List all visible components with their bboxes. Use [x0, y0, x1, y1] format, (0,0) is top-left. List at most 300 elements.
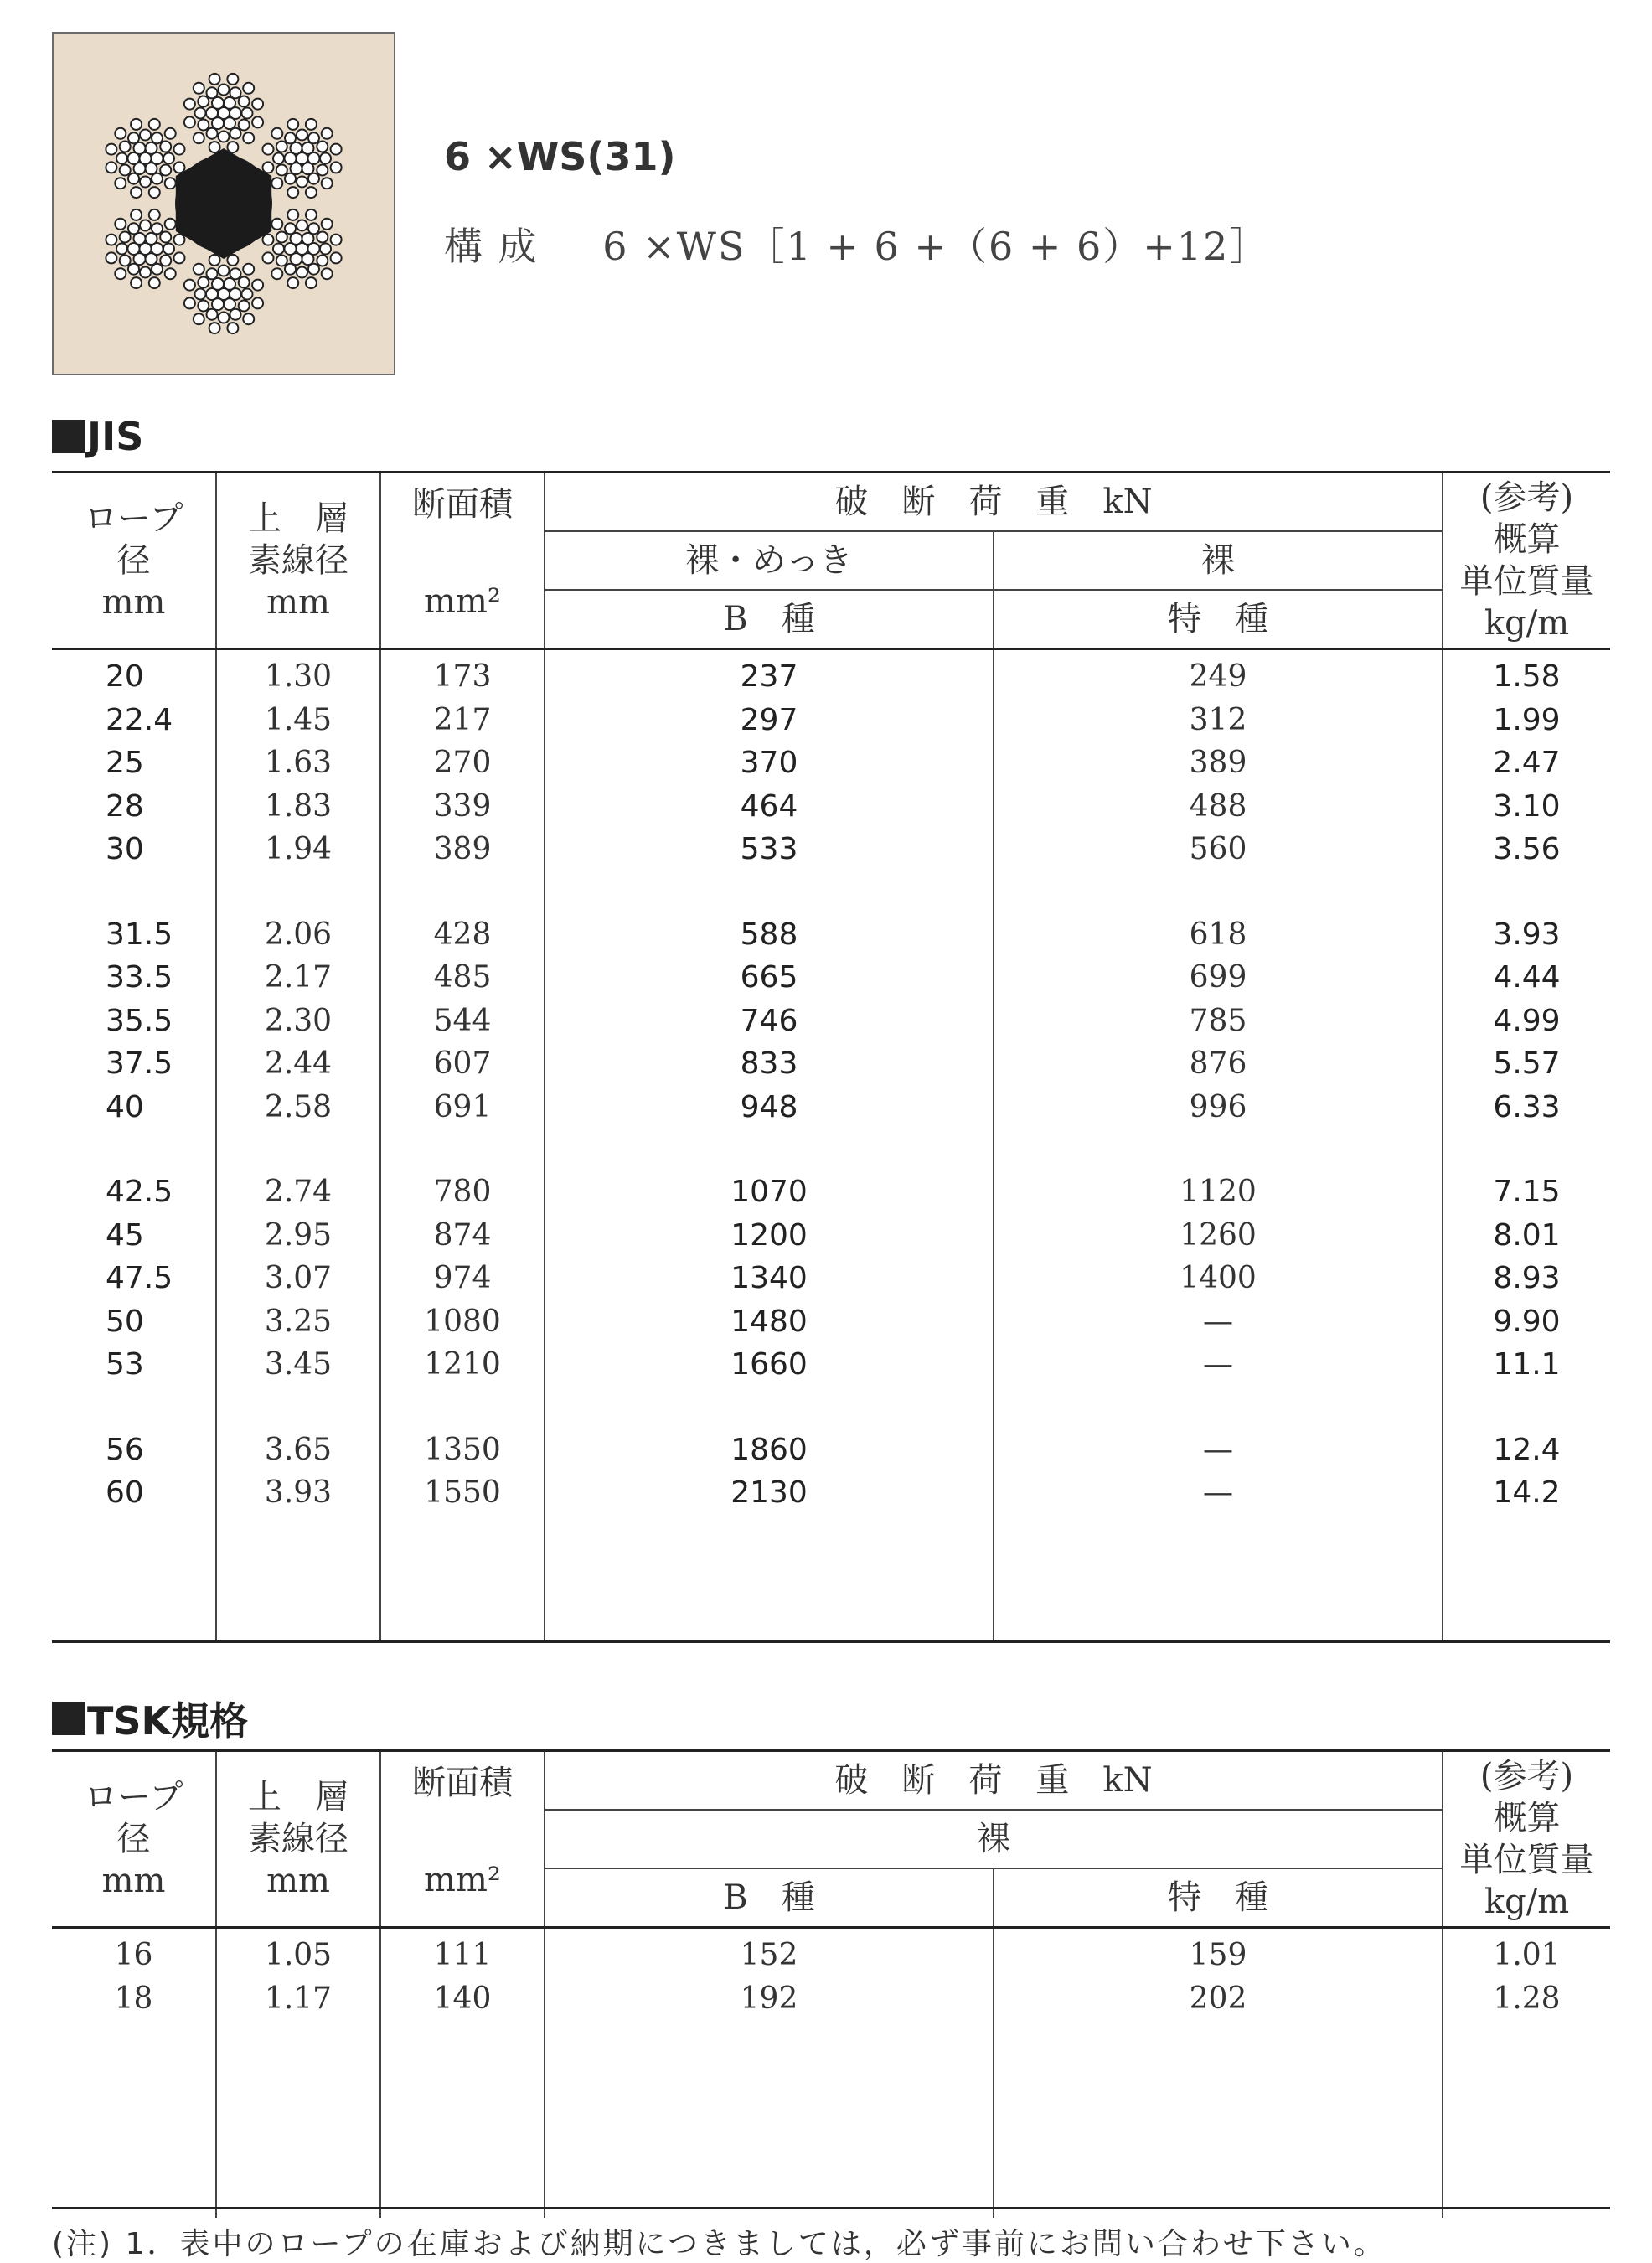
table-cell: 948: [545, 1086, 994, 1129]
table-cell: 50: [106, 1304, 144, 1339]
wire: [263, 144, 274, 155]
wire: [207, 87, 218, 98]
table-cell: 3.93: [1443, 913, 1610, 957]
table-cell: 1260: [994, 1214, 1443, 1258]
wire: [263, 252, 274, 263]
wire: [115, 128, 126, 139]
wire: [131, 119, 142, 130]
table-cell: 5.57: [1443, 1042, 1610, 1086]
wire: [239, 301, 250, 312]
table-cell: 3.07: [216, 1257, 380, 1300]
wire: [302, 253, 314, 265]
table-cell: 152: [545, 1934, 994, 1977]
table-cell: —: [994, 1300, 1443, 1344]
wire: [306, 209, 317, 220]
table-row: [52, 1934, 1610, 1977]
wire: [120, 256, 131, 266]
table-cell: 140: [380, 1977, 545, 2021]
table-cell: 6.33: [1443, 1086, 1610, 1129]
table-cell: 607: [380, 1042, 545, 1086]
header-cross-section-area: 断面積 mm²: [380, 473, 545, 649]
wire: [239, 96, 250, 107]
table-gap-row: [52, 1387, 1610, 1429]
table-cell: 1860: [545, 1429, 994, 1472]
wire: [128, 173, 139, 184]
header-grade-special: 特 種: [994, 590, 1443, 648]
rope-model-title: 6 ×WS(31): [444, 134, 676, 179]
table-cell: 40: [106, 1089, 144, 1124]
wire: [331, 235, 342, 245]
composition-value: 6 ×WS［1 + 6 +（6 + 6）+12］: [602, 224, 1270, 269]
table-cell: 1.28: [1443, 1977, 1610, 2021]
header-bare: 裸: [994, 531, 1443, 590]
wire: [116, 153, 127, 164]
table-row: [52, 1300, 1610, 1344]
wire: [273, 244, 284, 255]
rope-composition: [444, 216, 1269, 271]
table-cell: 192: [545, 1977, 994, 2021]
core-fill: [175, 155, 272, 252]
wire: [163, 153, 174, 164]
table-filler-row: [52, 1515, 1610, 1642]
wire: [115, 178, 126, 189]
wire: [149, 119, 160, 130]
wire: [285, 173, 296, 184]
table-cell: 2130: [545, 1471, 994, 1515]
wire: [140, 267, 151, 278]
tsk-table-body: [52, 1928, 1610, 2219]
wire: [198, 301, 209, 312]
table-cell: 3.25: [216, 1300, 380, 1344]
table-cell: 785: [994, 1000, 1443, 1043]
table-cell: 1080: [380, 1300, 545, 1344]
tsk-spec-table: [52, 1749, 1610, 2218]
wire: [243, 264, 254, 275]
table-cell: 312: [994, 699, 1443, 742]
table-cell: 3.93: [216, 1471, 380, 1515]
header-cross-section-area: 断面積 mm²: [380, 1751, 545, 1928]
wire: [320, 244, 331, 255]
wire: [219, 266, 230, 276]
wire: [276, 142, 287, 152]
wire: [331, 144, 342, 155]
wire: [209, 74, 220, 85]
wire: [230, 87, 241, 98]
header-grade-b: B 種: [545, 1868, 994, 1927]
wire: [227, 255, 238, 266]
wire: [174, 144, 185, 155]
composition-label: 構 成: [444, 224, 539, 269]
header-bare-galvanized: 裸・めっき: [545, 531, 994, 590]
table-cell: 33.5: [106, 960, 173, 995]
jis-title-text: JIS: [87, 414, 144, 459]
wire: [131, 277, 142, 288]
wire: [331, 162, 342, 173]
table-cell: 746: [545, 1000, 994, 1043]
table-cell: 428: [380, 913, 545, 957]
square-bullet-icon: [52, 1702, 85, 1735]
wire: [152, 264, 163, 275]
table-cell: 2.47: [1443, 741, 1610, 785]
table-gap-row: [52, 1928, 1610, 1935]
wire: [174, 162, 185, 173]
wire: [152, 132, 163, 143]
header-breaking-load: 破 断 荷 重 kN: [545, 1751, 1443, 1810]
table-cell: 1.45: [216, 699, 380, 742]
table-cell: 1200: [545, 1214, 994, 1258]
strand: [263, 209, 342, 288]
table-cell: 1340: [545, 1257, 994, 1300]
wire: [287, 209, 298, 220]
table-row: [52, 1257, 1610, 1300]
table-cell: 28: [106, 788, 144, 824]
table-cell: 488: [994, 785, 1443, 829]
square-bullet-icon: [52, 420, 85, 453]
wire: [160, 232, 171, 243]
table-cell: 25: [106, 746, 144, 781]
table-cell: 691: [380, 1086, 545, 1129]
table-cell: 159: [994, 1934, 1443, 1977]
table-cell: 618: [994, 913, 1443, 957]
table-cell: 53: [106, 1347, 144, 1382]
wire: [308, 223, 319, 234]
table-cell: 874: [380, 1214, 545, 1258]
table-cell: 1350: [380, 1429, 545, 1472]
wire: [287, 119, 298, 130]
note-divider: [52, 2207, 1610, 2209]
table-row: [52, 655, 1610, 699]
table-cell: 4.44: [1443, 956, 1610, 1000]
wire: [152, 173, 163, 184]
wire: [194, 264, 204, 275]
table-cell: 1120: [994, 1170, 1443, 1214]
wire: [219, 85, 230, 96]
wire: [163, 244, 174, 255]
header-bare: 裸: [545, 1810, 1443, 1868]
table-cell: 3.45: [216, 1343, 380, 1387]
wire: [322, 268, 333, 279]
table-row: [52, 828, 1610, 871]
table-row: [52, 1042, 1610, 1086]
rope-cross-section-image: [52, 32, 395, 375]
wire: [285, 264, 296, 275]
wire: [149, 209, 160, 220]
wire: [276, 232, 287, 243]
wire: [198, 96, 209, 107]
wire: [297, 220, 307, 231]
table-cell: 56: [106, 1432, 144, 1467]
wire: [128, 132, 139, 143]
wire: [212, 278, 224, 290]
table-cell: 2.17: [216, 956, 380, 1000]
table-cell: 12.4: [1443, 1429, 1610, 1472]
table-row: [52, 1086, 1610, 1129]
table-cell: 270: [380, 741, 545, 785]
table-cell: —: [994, 1429, 1443, 1472]
table-cell: 8.01: [1443, 1214, 1610, 1258]
table-cell: 588: [545, 913, 994, 957]
wire: [207, 128, 218, 139]
table-cell: 1400: [994, 1257, 1443, 1300]
table-cell: 464: [545, 785, 994, 829]
strand: [106, 119, 184, 198]
table-row: [52, 1000, 1610, 1043]
wire: [165, 178, 176, 189]
table-cell: 202: [994, 1977, 1443, 2021]
table-cell: 4.99: [1443, 1000, 1610, 1043]
table-cell: 47.5: [106, 1261, 173, 1296]
wire: [219, 313, 230, 323]
table-cell: 297: [545, 699, 994, 742]
wire: [184, 280, 195, 291]
table-cell: 60: [106, 1475, 144, 1511]
wire: [227, 323, 238, 333]
wire: [308, 173, 319, 184]
wire: [160, 256, 171, 266]
table-cell: 111: [380, 1934, 545, 1977]
table-cell: 996: [994, 1086, 1443, 1129]
wire: [195, 108, 206, 119]
wire: [287, 187, 298, 198]
table-cell: 1.99: [1443, 699, 1610, 742]
header-unit-mass: (参考) 概算 単位質量 kg/m: [1443, 1751, 1610, 1928]
wire: [271, 178, 282, 189]
wire: [243, 132, 254, 143]
wire: [242, 108, 253, 119]
wire: [306, 187, 317, 198]
table-cell: —: [994, 1343, 1443, 1387]
table-cell: 2.06: [216, 913, 380, 957]
wire: [317, 232, 328, 243]
table-cell: 249: [994, 655, 1443, 699]
wire: [140, 220, 151, 231]
wire: [115, 268, 126, 279]
wire: [194, 132, 204, 143]
wire: [160, 142, 171, 152]
tsk-title-text: TSK規格: [87, 1698, 249, 1744]
wire: [271, 219, 282, 230]
wire: [152, 223, 163, 234]
table-cell: 22.4: [106, 702, 173, 737]
wire: [271, 268, 282, 279]
wire: [252, 297, 263, 308]
footnote: (注) 1．表中のロープの在庫および納期につきましては，必ず事前にお問い合わせ下さい。: [52, 2227, 1386, 2261]
table-cell: —: [994, 1471, 1443, 1515]
wire: [230, 309, 241, 320]
table-row: [52, 1977, 1610, 2021]
wire: [271, 128, 282, 139]
table-cell: 2.30: [216, 1000, 380, 1043]
wire: [331, 252, 342, 263]
wire: [320, 153, 331, 164]
header-grade-b: B 種: [545, 590, 994, 648]
wire: [263, 162, 274, 173]
table-row: [52, 741, 1610, 785]
wire: [128, 264, 139, 275]
table-cell: 1.83: [216, 785, 380, 829]
table-cell: 11.1: [1443, 1343, 1610, 1387]
strand: [263, 119, 342, 198]
wire: [149, 187, 160, 198]
wire: [242, 289, 253, 300]
table-row: [52, 1214, 1610, 1258]
wire: [285, 132, 296, 143]
header-wire-diameter: 上 層 素線径 mm: [216, 473, 380, 649]
table-cell: 2.58: [216, 1086, 380, 1129]
wire: [165, 268, 176, 279]
table-row: [52, 699, 1610, 742]
wire: [230, 268, 241, 279]
strand: [184, 74, 263, 152]
wire: [165, 219, 176, 230]
table-cell: 2.95: [216, 1214, 380, 1258]
table-filler-row: [52, 2020, 1610, 2218]
wire: [209, 255, 220, 266]
wire: [194, 313, 204, 324]
table-gap-row: [52, 1129, 1610, 1170]
table-cell: 833: [545, 1042, 994, 1086]
wire: [106, 252, 116, 263]
table-cell: 1480: [545, 1300, 994, 1344]
wire: [209, 323, 220, 333]
table-cell: 1070: [545, 1170, 994, 1214]
strand: [184, 255, 263, 333]
table-cell: 974: [380, 1257, 545, 1300]
wire: [128, 223, 139, 234]
table-cell: 1.94: [216, 828, 380, 871]
jis-table-body: [52, 649, 1610, 1642]
wire: [131, 187, 142, 198]
wire: [308, 132, 319, 143]
table-cell: 544: [380, 1000, 545, 1043]
wire: [106, 235, 116, 245]
wire: [184, 116, 195, 127]
wire: [297, 267, 307, 278]
header-grade-special: 特 種: [994, 1868, 1443, 1927]
wire: [317, 142, 328, 152]
table-row: [52, 1429, 1610, 1472]
jis-section-title: [52, 414, 143, 459]
table-cell: 45: [106, 1217, 144, 1253]
table-row: [52, 1170, 1610, 1214]
table-cell: 339: [380, 785, 545, 829]
wire: [239, 277, 250, 288]
table-cell: 42.5: [106, 1175, 173, 1210]
wire: [131, 209, 142, 220]
table-cell: 1.63: [216, 741, 380, 785]
wire: [227, 142, 238, 152]
table-cell: 35.5: [106, 1003, 173, 1038]
table-cell: 18: [114, 1981, 153, 2016]
jis-spec-table: [52, 471, 1610, 1643]
table-cell: 1.30: [216, 655, 380, 699]
wire: [273, 153, 284, 164]
table-row: [52, 956, 1610, 1000]
wire: [243, 83, 254, 94]
wire: [165, 128, 176, 139]
table-cell: 1660: [545, 1343, 994, 1387]
table-row: [52, 785, 1610, 829]
table-cell: 370: [545, 741, 994, 785]
strand: [106, 209, 184, 288]
wire: [227, 74, 238, 85]
table-cell: 14.2: [1443, 1471, 1610, 1515]
table-cell: 217: [380, 699, 545, 742]
header-breaking-load: 破 断 荷 重 kN: [545, 473, 1443, 531]
header-rope-diameter: ロープ 径 mm: [52, 473, 216, 649]
wire: [252, 99, 263, 110]
table-cell: 560: [994, 828, 1443, 871]
table-cell: 2.44: [216, 1042, 380, 1086]
wire: [252, 280, 263, 291]
wire: [317, 165, 328, 176]
wire: [207, 268, 218, 279]
rope-strand-drawing: [54, 34, 394, 374]
table-gap-row: [52, 871, 1610, 913]
table-cell: 389: [380, 828, 545, 871]
table-cell: 9.90: [1443, 1300, 1610, 1344]
table-cell: 389: [994, 741, 1443, 785]
table-cell: 1210: [380, 1343, 545, 1387]
wire: [194, 83, 204, 94]
header-wire-diameter: 上 層 素線径 mm: [216, 1751, 380, 1928]
table-cell: 8.93: [1443, 1257, 1610, 1300]
wire: [285, 223, 296, 234]
table-cell: 20: [106, 659, 144, 695]
table-cell: 1550: [380, 1471, 545, 1515]
table-cell: 3.56: [1443, 828, 1610, 871]
table-cell: 237: [545, 655, 994, 699]
wire: [149, 277, 160, 288]
wire: [287, 277, 298, 288]
table-row: [52, 1471, 1610, 1515]
table-cell: 780: [380, 1170, 545, 1214]
wire: [209, 142, 220, 152]
wire: [184, 297, 195, 308]
wire: [140, 130, 151, 141]
wire: [198, 277, 209, 288]
wire: [230, 128, 241, 139]
wire: [106, 162, 116, 173]
table-row: [52, 1343, 1610, 1387]
wire: [308, 264, 319, 275]
table-cell: 699: [994, 956, 1443, 1000]
table-cell: 665: [545, 956, 994, 1000]
table-cell: 3.10: [1443, 785, 1610, 829]
wire: [116, 244, 127, 255]
table-cell: 16: [114, 1938, 153, 1973]
table-cell: 1.01: [1443, 1934, 1610, 1977]
wire: [195, 289, 206, 300]
wire: [115, 219, 126, 230]
wire: [224, 298, 235, 310]
table-row: [52, 913, 1610, 957]
wire: [263, 235, 274, 245]
wire: [140, 177, 151, 188]
wire: [297, 177, 307, 188]
table-cell: 7.15: [1443, 1170, 1610, 1214]
table-cell: 876: [994, 1042, 1443, 1086]
table-cell: 1.05: [216, 1934, 380, 1977]
wire: [297, 130, 307, 141]
wire: [306, 119, 317, 130]
wire: [276, 256, 287, 266]
wire: [184, 99, 195, 110]
wire: [317, 256, 328, 266]
wire: [252, 116, 263, 127]
table-cell: 1.58: [1443, 655, 1610, 699]
table-cell: 533: [545, 828, 994, 871]
